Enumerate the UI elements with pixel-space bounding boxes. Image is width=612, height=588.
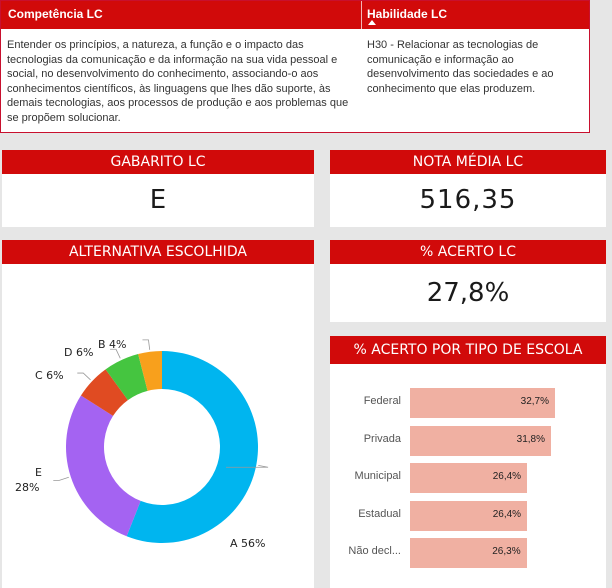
bar-category-label: Não decl... — [348, 545, 401, 557]
escola-title: % ACERTO POR TIPO DE ESCOLA — [330, 336, 606, 364]
gabarito-value: E — [149, 185, 167, 215]
sort-ascending-icon — [368, 20, 376, 25]
competencia-cell: Entender os princípios, a natureza, a função e o impacto das tecnologias da comunicação e da informação na sua vida pessoal e social, no desenvolvimento do conhecimento, associando-o aos conhecimentos científicos, às linguagens que lhes dão suporte, às demais tecnologias, aos processos de produção e aos problemas que se propõem solucionar. — [7, 39, 349, 124]
nota-media-value: 516,35 — [419, 185, 517, 215]
bar-value-label: 31,8% — [516, 433, 545, 445]
bar-row-3 — [330, 501, 606, 531]
bar-row-0 — [330, 388, 606, 418]
bar-row-1 — [330, 426, 606, 456]
table-header-row — [1, 1, 589, 29]
escola-chart-panel — [330, 336, 606, 588]
competencia-habilidade-table — [0, 0, 590, 133]
slice-label-d: D 6% — [64, 346, 94, 359]
alternativa-chart-panel — [2, 240, 314, 588]
habilidade-cell: H30 - Relacionar as tecnologias de comunicação e informação ao desenvolvimento das sociedades e ao conhecimento que elas produzem. — [367, 39, 554, 95]
column-header-competencia[interactable]: Competência LC — [1, 1, 362, 29]
alternativa-donut-chart — [2, 264, 314, 588]
acerto-title: % ACERTO LC — [330, 240, 606, 264]
slice-label-c: C 6% — [35, 369, 64, 382]
table-row — [1, 29, 589, 125]
gabarito-card — [2, 150, 314, 227]
slice-label-b: B 4% — [98, 338, 127, 351]
gabarito-title: GABARITO LC — [2, 150, 314, 174]
bar-value-label: 26,4% — [492, 508, 522, 520]
bar-value-label: 26,3% — [492, 546, 521, 557]
bar-1[interactable] — [410, 426, 551, 456]
slice-label-a: A 56% — [230, 537, 266, 550]
bar-row-2 — [330, 463, 606, 493]
column-header-habilidade[interactable] — [362, 1, 589, 29]
leader-line-e — [53, 477, 69, 480]
acerto-value: 27,8% — [426, 278, 510, 308]
bar-3[interactable] — [410, 501, 527, 531]
bar-category-label: Federal — [363, 395, 401, 407]
bar-category-label: Municipal — [354, 470, 401, 482]
nota-media-title: NOTA MÉDIA LC — [330, 150, 606, 174]
nota-media-card — [330, 150, 606, 227]
bar-category-label: Privada — [363, 432, 401, 445]
alternativa-title: ALTERNATIVA ESCOLHIDA — [2, 240, 314, 264]
bar-4[interactable] — [410, 538, 527, 568]
bar-value-label: 32,7% — [520, 396, 549, 407]
bar-row-4 — [330, 538, 606, 568]
bar-category-label: Estadual — [358, 507, 401, 520]
acerto-card — [330, 240, 606, 322]
leader-line-b — [142, 340, 149, 350]
column-header-habilidade-label: Habilidade LC — [367, 7, 448, 21]
donut-slice-e[interactable] — [66, 396, 141, 537]
leader-line-c — [77, 373, 90, 380]
slice-label-e: E 28% — [15, 466, 42, 494]
bar-2[interactable] — [410, 463, 527, 493]
bar-0[interactable] — [410, 388, 555, 418]
bar-value-label: 26,4% — [492, 471, 522, 482]
